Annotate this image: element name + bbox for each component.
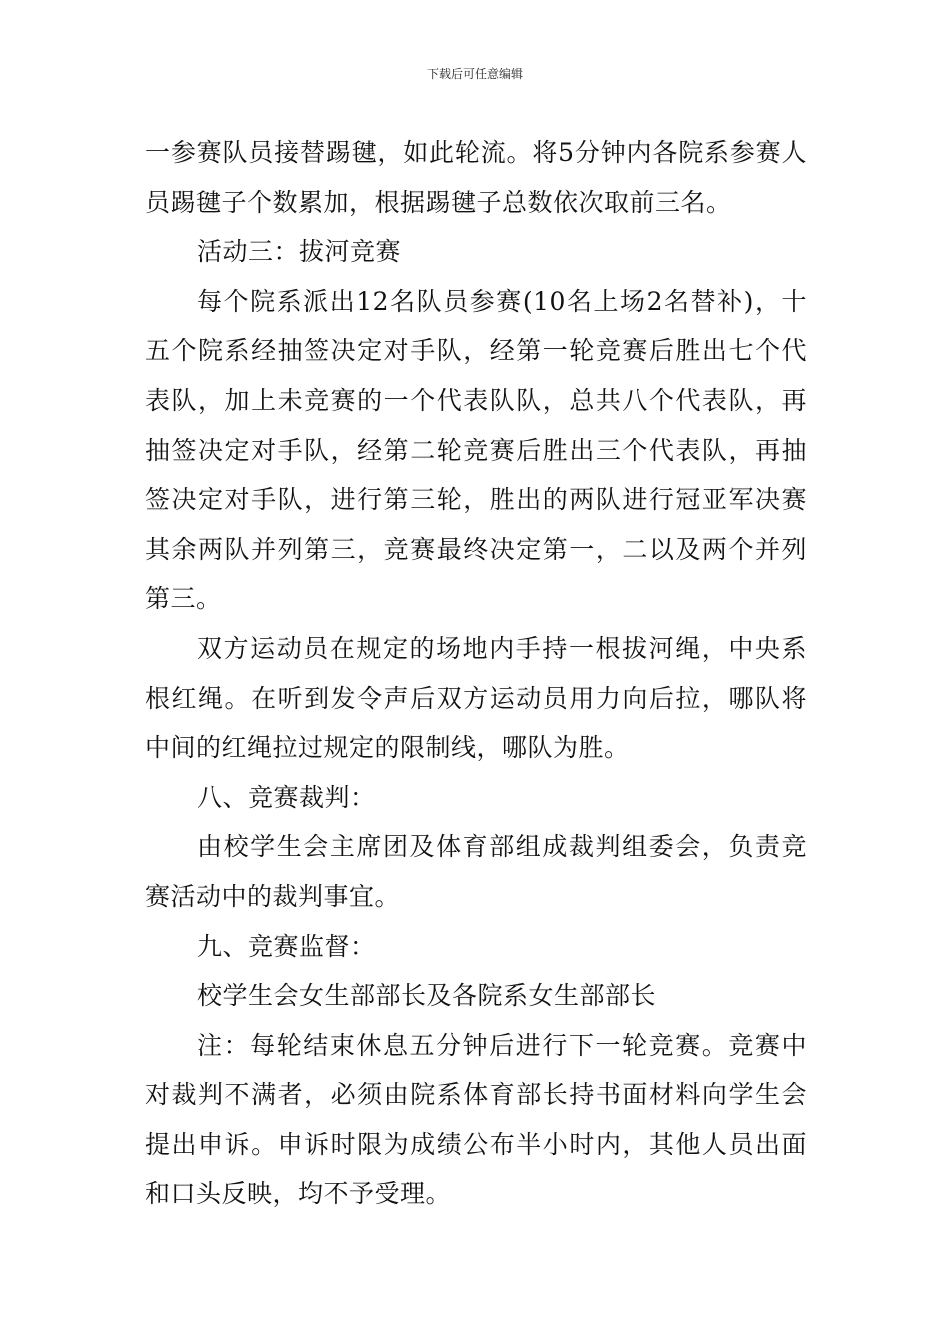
page-header: 下载后可任意编辑: [426, 67, 523, 81]
document-body: [145, 128, 807, 1219]
paragraph-note: 注：每轮结束休息五分钟后进行下一轮竞赛。竞赛中对裁判不满者，必须由院系体育部长持书面材料向学生会提出申诉。申诉时限为成绩公布半小时内，其他人员出面和口头反映，均不予受理。: [145, 1030, 807, 1209]
paragraph-supervision: 校学生会女生部部长及各院系女生部部长: [197, 981, 657, 1011]
heading-section-nine: 九、竞赛监督：: [197, 931, 376, 961]
heading-activity-three: 活动三：拔河竞赛: [197, 237, 402, 267]
paragraph-referees: 由校学生会主席团及体育部组成裁判组委会，负责竞赛活动中的裁判事宜。: [145, 832, 807, 911]
heading-section-eight: 八、竞赛裁判：: [197, 782, 376, 812]
paragraph-tug-of-war-method: 双方运动员在规定的场地内手持一根拔河绳，中央系根红绳。在听到发令声后双方运动员用力向后拉，哪队将中间的红绳拉过规定的限制线，哪队为胜。: [145, 633, 807, 763]
paragraph-continuation: 一参赛队员接替踢毽，如此轮流。将5分钟内各院系参赛人员踢毽子个数累加，根据踢毽子总数依次取前三名。: [145, 138, 807, 217]
paragraph-tug-of-war-rules: 每个院系派出12名队员参赛(10名上场2名替补)，十五个院系经抽签决定对手队，经第一轮竞赛后胜出七个代表队，加上未竞赛的一个代表队队，总共八个代表队，再抽签决定对手队，经第二轮竞赛后胜出三个代表队，再抽签决定对手队，进行第三轮，胜出的两队进行冠亚军决赛其余两队并列第三，竞赛最终决定第一，二以及两个并列第三。: [145, 286, 807, 614]
